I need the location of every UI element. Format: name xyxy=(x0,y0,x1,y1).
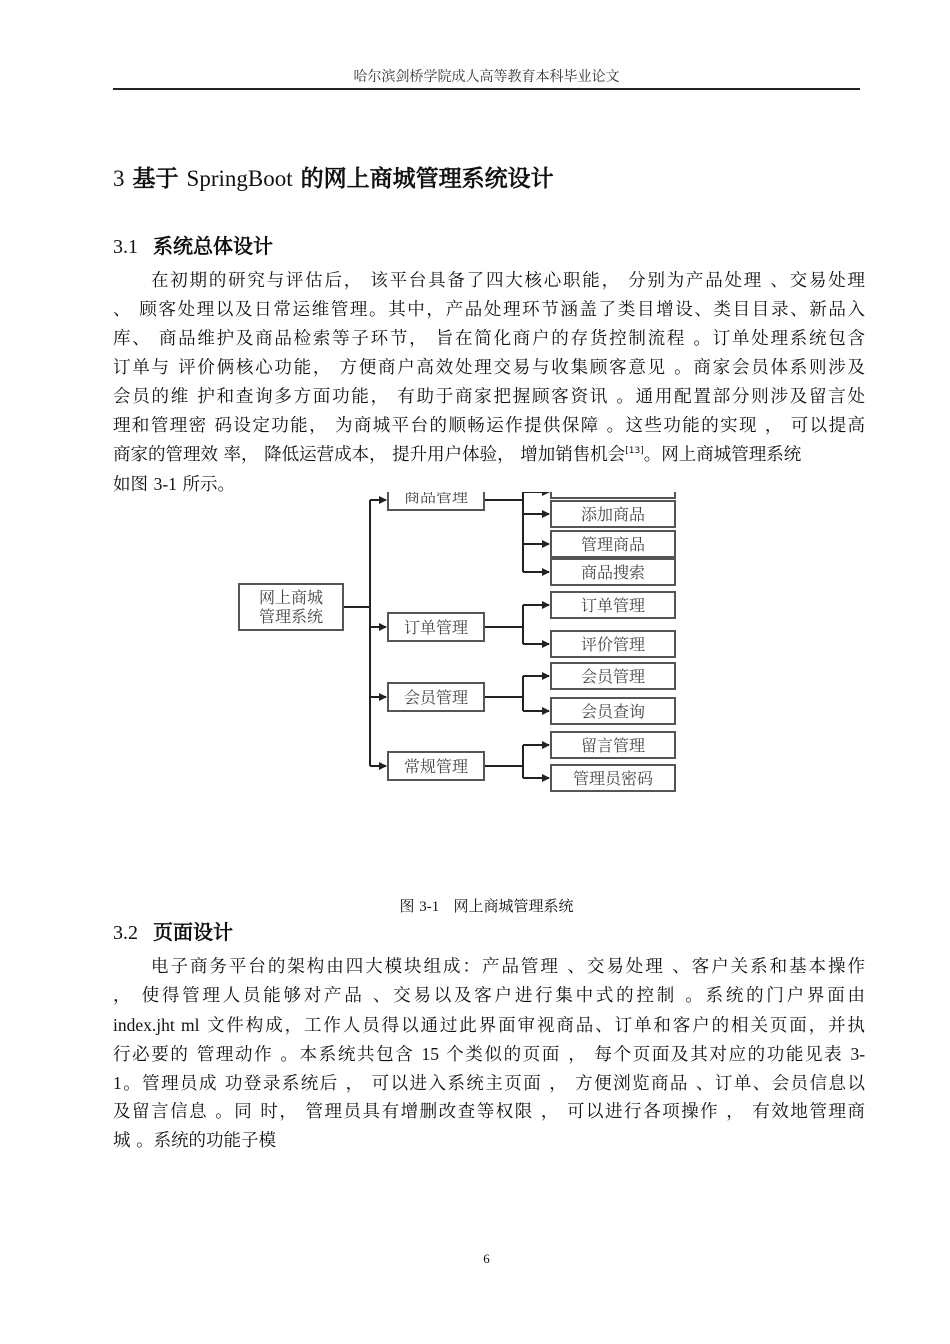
paragraph-line: 理和管理密 码设定功能， 为商城平台的顺畅运作提供保障 。这些功能的实现 ， 可以提高 xyxy=(113,416,865,436)
paragraph-line xyxy=(113,1098,865,1127)
group-node-label: 订单管理 xyxy=(403,618,469,637)
line-text: 及留言信息 。同 时， 管理员具有增删改查等权限 ， 可以进行各项操作 ， 有效地管理商 xyxy=(113,1102,865,1122)
root-node-label: 管理系统 xyxy=(258,607,324,626)
paragraph-line: 会员的维 护和查询多方面功能， 有助于商家把握顾客资讯 。通用配置部分则涉及留言处 xyxy=(113,387,865,407)
child-node-label: 会员查询 xyxy=(580,702,646,721)
line-text: 。管理员成 功登录系统后 ， 可以进入系统主页面 ， 方便浏览商品 、订单、会员信息以 xyxy=(121,1074,865,1094)
figure-ref: 3-1 xyxy=(153,474,177,494)
paragraph-line: 库、 商品维护及商品检索等子环节， 旨在简化商户的存货控制流程 。订单处理系统包含 xyxy=(113,329,865,349)
chapter-title-latin: SpringBoot xyxy=(186,166,293,191)
paragraph-line: 在初期的研究与评估后， 该平台具备了四大核心职能， 分别为产品处理 、交易处理 xyxy=(151,271,865,291)
running-header: 哈尔滨剑桥学院成人高等教育本科毕业论文 xyxy=(353,69,620,85)
line-text: 城 。系统的功能子模 xyxy=(113,1131,277,1151)
section-title: 页面设计 xyxy=(152,920,233,944)
paragraph-line xyxy=(113,982,865,1011)
group-node-label: 会员管理 xyxy=(403,688,469,707)
latin-text: index.jht ml xyxy=(113,1015,200,1035)
line-text: 所示。 xyxy=(182,475,235,495)
caption-number: 3-1 xyxy=(419,899,440,915)
line-text: 个类似的页面 ， 每个页面及其对应的功能见表 xyxy=(439,1045,851,1065)
chapter-number: 3 xyxy=(113,166,125,191)
paragraph-line xyxy=(113,1069,865,1098)
caption-prefix: 图 xyxy=(399,897,415,915)
cropped-child-box xyxy=(551,492,675,498)
child-node-label: 管理商品 xyxy=(580,535,646,554)
section-heading-3-2 xyxy=(113,916,233,945)
paragraph-line xyxy=(113,1040,865,1069)
root-node-label: 网上商城 xyxy=(258,588,324,607)
chapter-title-post: 的网上商城管理系统设计 xyxy=(300,166,554,192)
group-node-label: 常规管理 xyxy=(403,757,469,776)
section-number: 3.1 xyxy=(113,236,138,258)
line-text: 。网上商城管理系统 xyxy=(643,445,802,465)
latin-text: 1 xyxy=(113,1073,122,1093)
child-node-label: 添加商品 xyxy=(580,505,646,524)
structure-diagram xyxy=(233,492,683,802)
caption-text: 网上商城管理系统 xyxy=(453,897,574,915)
child-node-label: 评价管理 xyxy=(580,635,646,654)
latin-text: 3- xyxy=(850,1044,866,1064)
section-title: 系统总体设计 xyxy=(152,234,273,258)
line-text: 行必要的 管理动作 。本系统共包含 xyxy=(113,1045,422,1065)
page-number: 6 xyxy=(483,1251,490,1266)
paragraph-line: 、 顾客处理以及日常运维管理。其中，产品处理环节涵盖了类目增设、类目目录、新品入 xyxy=(113,300,865,320)
line-text: 文件构成，工作人员得以通过此界面审视商品、订单和客户的相关页面，并执 xyxy=(199,1016,866,1036)
paragraph-2 xyxy=(113,953,865,1156)
line-text: 电子商务平台的架构由四大模块组成：产品管理 、交易处理 、客户关系和基本操作 xyxy=(151,957,865,977)
section-heading-3-1 xyxy=(113,230,273,259)
section-number: 3.2 xyxy=(113,922,138,944)
paragraph-1 xyxy=(113,267,865,499)
child-node-label: 留言管理 xyxy=(580,736,646,755)
latin-text: 15 xyxy=(421,1044,440,1064)
figure-caption xyxy=(113,895,860,916)
child-node-label: 订单管理 xyxy=(580,596,646,615)
chapter-heading xyxy=(113,160,554,193)
paragraph-line xyxy=(113,1127,865,1156)
group-node-label: 商品管理 xyxy=(403,492,469,506)
citation-ref: [13] xyxy=(625,446,644,456)
chapter-title-pre: 基于 xyxy=(132,166,179,192)
line-text: 商家的管理效 率， 降低运营成本， 提升用户体验， 增加销售机会 xyxy=(113,445,626,465)
paragraph-line xyxy=(113,953,865,982)
system-structure-figure xyxy=(233,492,683,806)
child-node-label: 会员管理 xyxy=(580,667,646,686)
header-rule xyxy=(113,88,860,90)
child-node-label: 管理员密码 xyxy=(572,769,654,788)
paragraph-line: 订单与 评价俩核心功能， 方便商户高效处理交易与收集顾客意见 。商家会员体系则涉及 xyxy=(113,358,865,378)
line-text: ， 使得管理人员能够对产品 、交易以及客户进行集中式的控制 。系统的门户界面由 xyxy=(113,986,865,1006)
line-text: 如图 xyxy=(113,475,148,495)
paragraph-line xyxy=(113,1011,865,1040)
child-node-label: 商品搜索 xyxy=(580,563,646,582)
paragraph-line xyxy=(113,441,865,470)
